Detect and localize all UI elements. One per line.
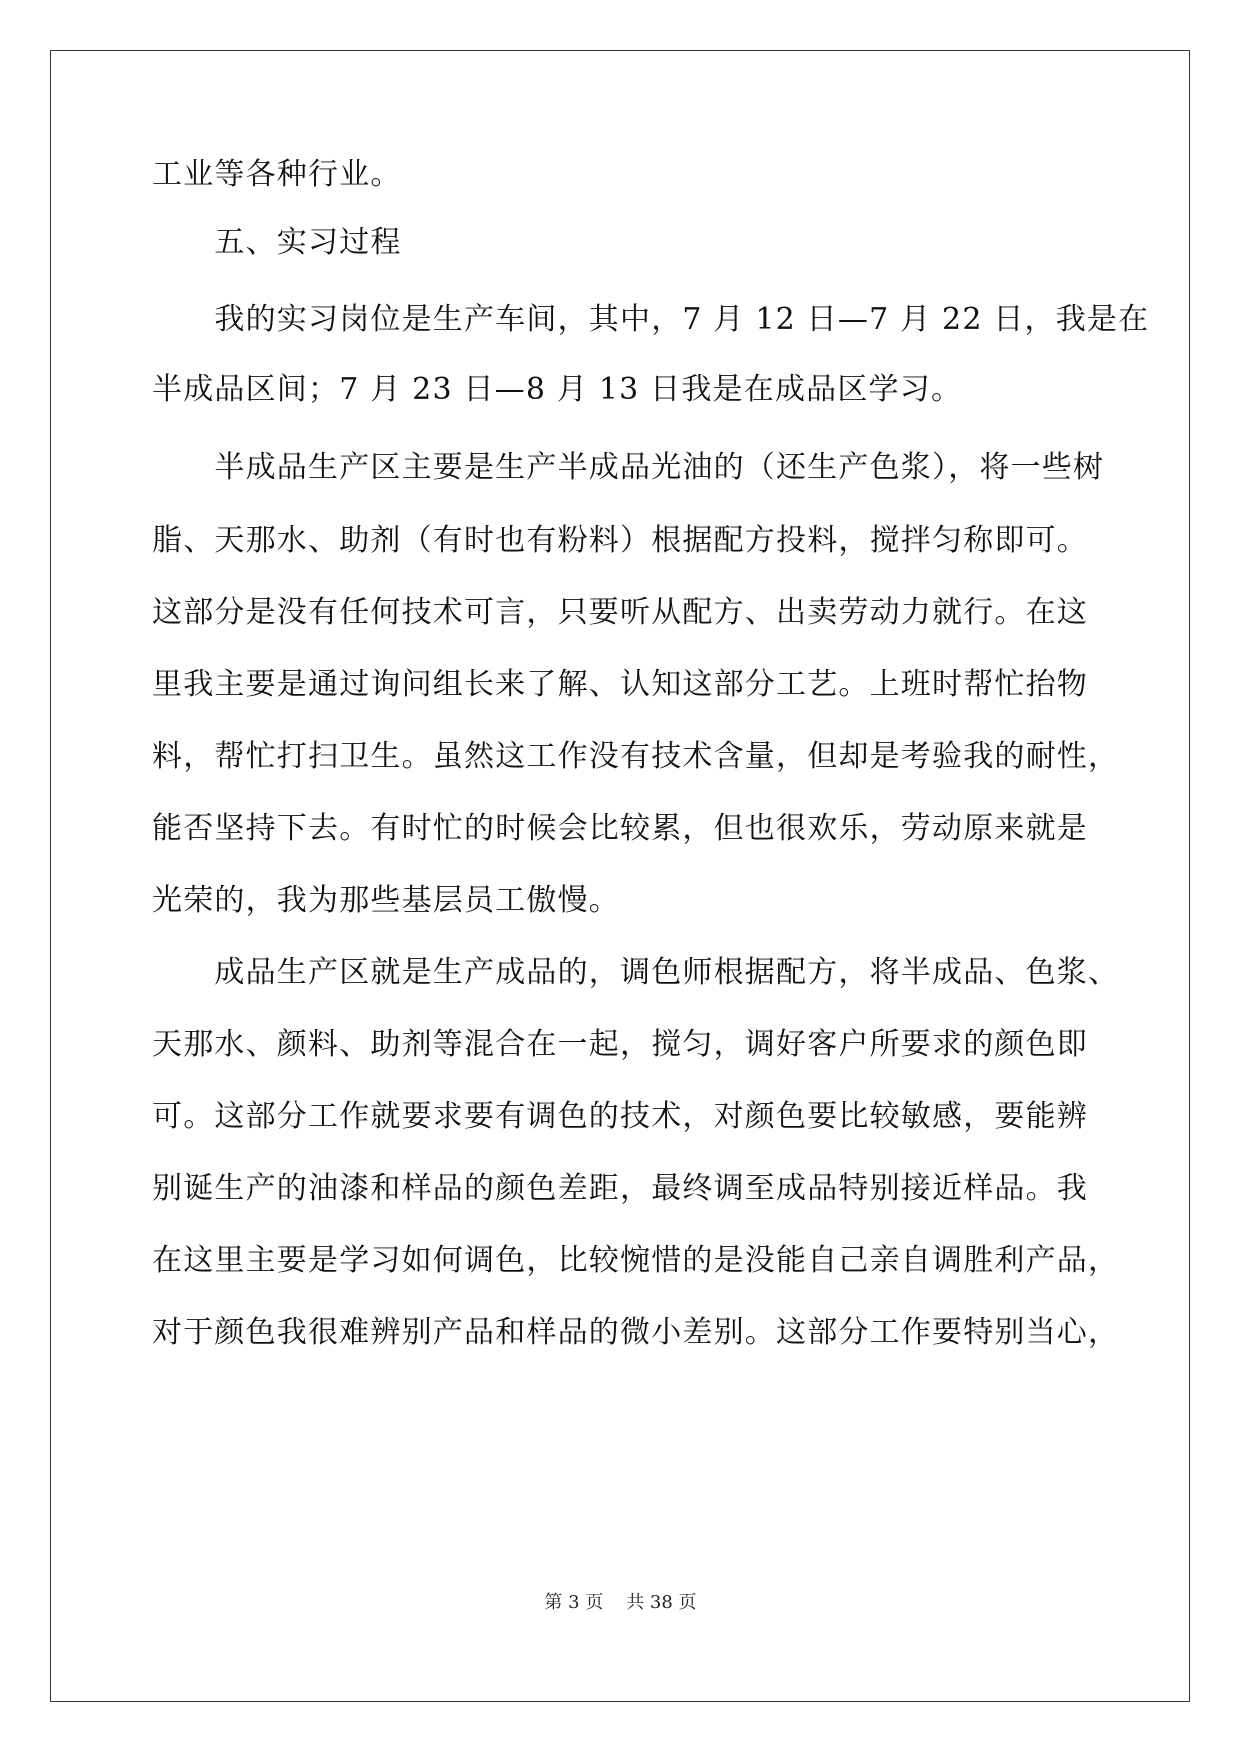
body-text-line: 半成品生产区主要是生产半成品光油的（还生产色浆），将一些树 [152,450,1105,485]
body-text-line: 里我主要是通过询问组长来了解、认知这部分工艺。上班时帮忙抬物 [152,667,1088,702]
body-text-line: 料，帮忙打扫卫生。虽然这工作没有技术含量，但却是考验我的耐性， [152,739,1120,774]
body-text-line: 这部分是没有任何技术可言，只要听从配方、出卖劳动力就行。在这 [152,595,1088,630]
body-text-line: 对于颜色我很难辨别产品和样品的微小差别。这部分工作要特别当心， [152,1315,1120,1350]
section-heading: 五、实习过程 [152,225,402,260]
body-text-line: 别诞生产的油漆和样品的颜色差距，最终调至成品特别接近样品。我 [152,1171,1088,1206]
body-text-line: 光荣的，我为那些基层员工傲慢。 [152,883,620,918]
body-text-line: 脂、天那水、助剂（有时也有粉料）根据配方投料，搅拌匀称即可。 [152,523,1088,558]
body-text-line: 半成品区间；7 月 23 日—8 月 13 日我是在成品区学习。 [152,372,963,407]
body-text-line: 工业等各种行业。 [152,157,402,192]
body-text-line: 天那水、颜料、助剂等混合在一起，搅匀，调好客户所要求的颜色即 [152,1027,1088,1062]
body-text-line: 能否坚持下去。有时忙的时候会比较累，但也很欢乐，劳动原来就是 [152,811,1088,846]
body-text-line: 在这里主要是学习如何调色，比较惋惜的是没能自己亲自调胜利产品， [152,1243,1120,1278]
page-number-footer: 第 3 页 共 38 页 [544,1592,697,1613]
page-border [50,50,1190,1702]
body-text-line: 成品生产区就是生产成品的，调色师根据配方，将半成品、色浆、 [152,955,1120,990]
body-text-line: 我的实习岗位是生产车间，其中，7 月 12 日—7 月 22 日，我是在 [152,302,1150,337]
body-text-line: 可。这部分工作就要求要有调色的技术，对颜色要比较敏感，要能辨 [152,1099,1088,1134]
